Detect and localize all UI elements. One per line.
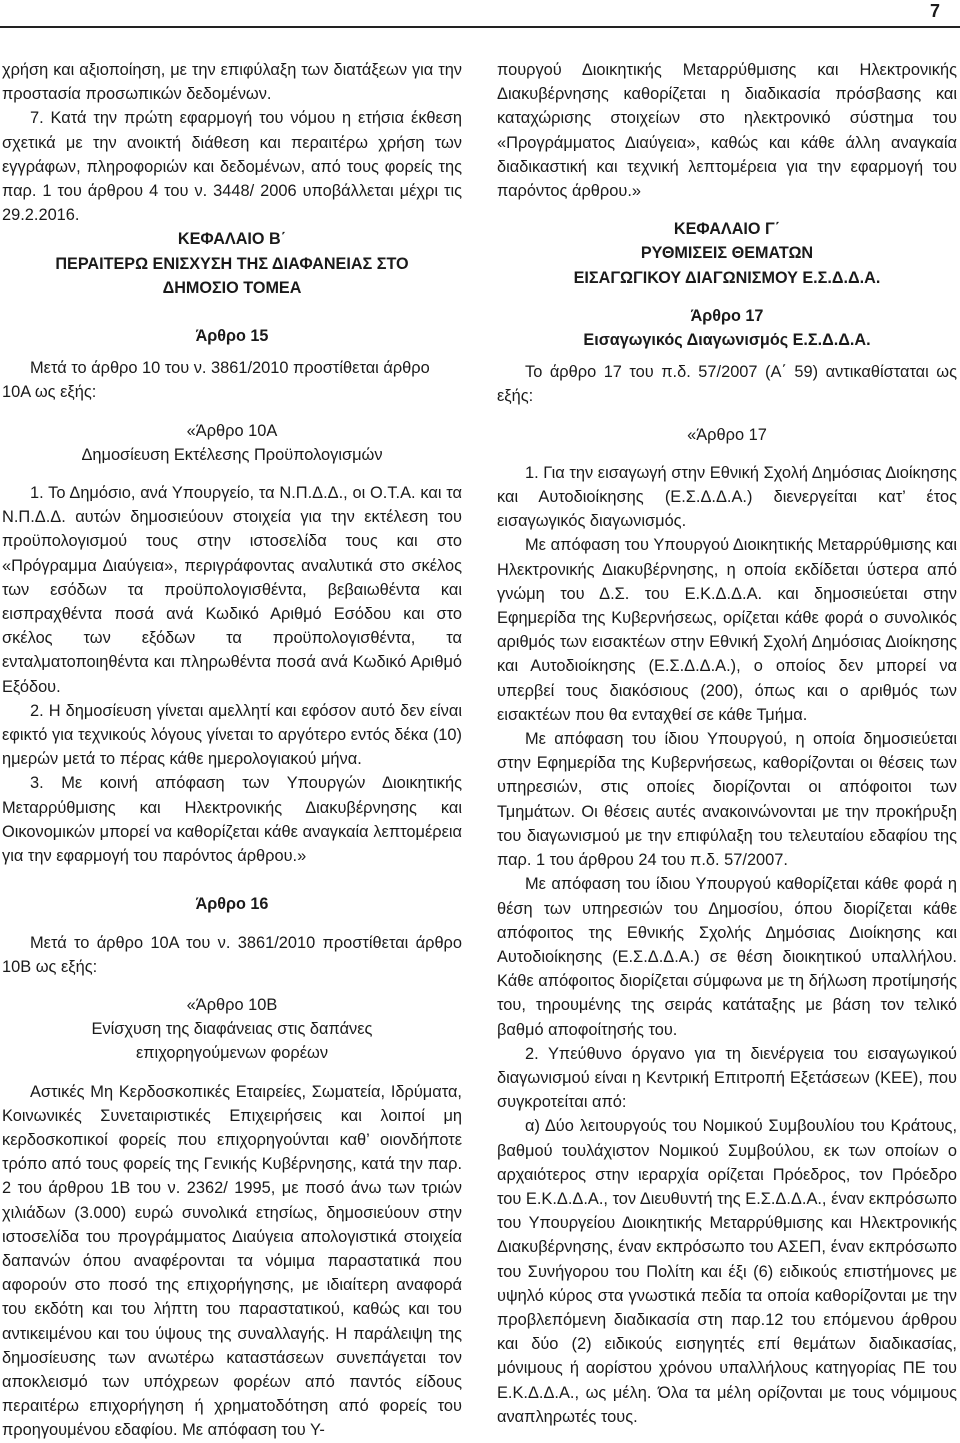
paragraph: Το άρθρο 17 του π.δ. 57/2007 (Α΄ 59) αντικαθίσταται ως εξής: (497, 363, 957, 406)
paragraph: Με απόφαση του ίδιου Υπουργού καθορίζεται κάθε φορά η θέση των υπηρεσιών του Δημοσίου, όπου διορίζεται κάθε απόφοιτος της Εθνικής Σχολής Δημόσιας Διοίκησης και Αυτοδιοίκησης (Ε.Σ.Δ.Δ.Α.) σε θέση διοικητικού υπαλλήλου. Κάθε απόφοιτος διορίζεται σύμφωνα με τη δήλωση προτίμησής του, τηρουμένης της σειράς κατάταξης με βάση τον τελικό βαθμό αποφοίτησής του. (497, 875, 957, 1039)
right-column (497, 58, 957, 1429)
article-quote-title: «Άρθρο 10Β (186, 995, 278, 1014)
header-rule (0, 26, 960, 28)
chapter-subtitle: ΡΥΘΜΙΣΕΙΣ ΘΕΜΑΤΩΝ (640, 244, 814, 263)
chapter-subtitle: ΠΕΡΑΙΤΕΡΩ ΕΝΙΣΧΥΣΗ ΤΗΣ ΔΙΑΦΑΝΕΙΑΣ ΣΤΟ (55, 254, 409, 273)
paragraph: Μετά το άρθρο 10 του ν. 3861/2010 προστίθεται άρθρο 10Α ως εξής: (2, 359, 430, 402)
paragraph: α) Δύο λειτουργούς του Νομικού Συμβουλίου του Κράτους, βαθμού τουλάχιστον Νομικού Συμβούλου, εκ των οποίων ο αρχαιότερος στην ιεραρχία ορίζεται Πρόεδρος, τον Πρόεδρο του Ε.Κ.Δ.Δ.Α., τον Διευθυντή της Ε.Σ.Δ.Δ.Α., έναν εκπρόσωπο του Υπουργείου Διοικητικής Μεταρρύθμισης και Ηλεκτρονικής Διακυβέρνησης, έναν εκπρόσωπο του ΑΣΕΠ, έναν εκπρόσωπο του Συνήγορου του Πολίτη και έξι (6) ειδικούς επιστήμονες με υψηλό κύρος στα γνωστικά πεδία τα οποία καθορίζονται με την προβλεπόμενη διαδικασία στη παρ.12 του επόμενου άρθρου και δύο (2) ειδικούς εισηγητές επί θεμάτων διαδικασίας, μόνιμους ή αορίστου χρόνου υπαλλήλους κατηγορίας ΠΕ του Ε.Κ.Δ.Δ.Α., ως μέλη. Όλα τα μέλη ορίζονται με τους νόμιμους αναπληρωτές τους. (497, 1117, 957, 1426)
page-number: 7 (929, 1, 940, 21)
paragraph: πουργού Διοικητικής Μεταρρύθμισης και Ηλεκτρονικής Διακυβέρνησης καθορίζεται η διαδικασία πρόσβασης και καταχώρισης στοιχείων στο ηλεκτρονικό σύστημα του «Προγράμματος Διαύγεια», καθώς και κάθε άλλη αναγκαία διαδικαστική και τεχνική λεπτομέρεια για την εφαρμογή του παρόντος άρθρου.» (497, 61, 957, 201)
paragraph: 2. Υπεύθυνο όργανο για τη διενέργεια του εισαγωγικού διαγωνισμού είναι η Κεντρική Επιτροπή Εξετάσεων (ΚΕΕ), που συγκροτείται από: (497, 1044, 957, 1112)
chapter-title: ΚΕΦΑΛΑΙΟ Β΄ (177, 230, 287, 249)
chapter-subtitle: ΔΗΜΟΣΙΟ ΤΟΜΕΑ (162, 278, 302, 297)
article-title: Άρθρο 15 (195, 327, 269, 346)
article-quote-subtitle: Ενίσχυση της διαφάνειας στις δαπάνες (91, 1020, 373, 1039)
paragraph: Μετά το άρθρο 10Α του ν. 3861/2010 προστίθεται άρθρο 10Β ως εξής: (2, 933, 462, 976)
paragraph: 1. Το Δημόσιο, ανά Υπουργείο, τα Ν.Π.Δ.Δ., οι Ο.Τ.Α. και τα Ν.Π.Δ.Δ. αυτών δημοσιεύουν στοιχεία για την εκτέλεση του προϋπολογισμού τους στην ιστοσελίδα τους και στο «Πρόγραμμα Διαύγεια», περιγράφοντας αναλυτικά στο σκέλος των εσόδων τα προϋπολογισθέντα, βεβαιωθέντα και εισπραχθέντα ποσά ανά Κωδικό Αριθμό Εσόδου και στο σκέλος των εξόδων τα προϋπολογισθέντα, τα ενταλματοποιηθέντα και πληρωθέντα ποσά ανά Κωδικό Αριθμό Εξόδου. (2, 484, 462, 696)
paragraph: Με απόφαση του ίδιου Υπουργού, η οποία δημοσιεύεται στην Εφημερίδα της Κυβερνήσεως, καθορίζονται οι θέσεις των υπηρεσιών, στις οποίες διορίζονται οι απόφοιτοι των Τμημάτων. Οι θέσεις αυτές ανακοινώνονται με την προκήρυξη του διαγωνισμού με την επιφύλαξη του τελευταίου εδαφίου της παρ. 1 του άρθρου 24 του π.δ. 57/2007. (497, 730, 957, 870)
article-title: Άρθρο 16 (195, 895, 269, 914)
article-title: Άρθρο 17 (690, 306, 764, 325)
chapter-subtitle: ΕΙΣΑΓΩΓΙΚΟΥ ΔΙΑΓΩΝΙΣΜΟΥ Ε.Σ.Δ.Δ.Α. (573, 268, 881, 287)
left-column (2, 58, 462, 1443)
paragraph: 7. Κατά την πρώτη εφαρμογή του νόμου η ετήσια έκθεση σχετικά με την ανοικτή διάθεση και περαιτέρω χρήση των εγγράφων, πληροφοριών και δεδομένων, από τους φορείς της παρ. 1 του άρθρου 4 του ν. 3448/ 2006 υποβάλλεται μέχρι τις 29.2.2016. (2, 109, 462, 225)
paragraph: Με απόφαση του Υπουργού Διοικητικής Μεταρρύθμισης και Ηλεκτρονικής Διακυβέρνησης, η οποία εκδίδεται ύστερα από γνώμη του Δ.Σ. του Ε.Κ.Δ.Δ.Α. και δημοσιεύεται στην Εφημερίδα της Κυβερνήσεως, ορίζεται κάθε φορά ο συνολικός αριθμός των εισακτέων στην Εθνική Σχολή Δημόσιας Διοίκησης και Αυτοδιοίκησης (Ε.Σ.Δ.Δ.Α.), ο οποίος δεν μπορεί να υπερβεί τους διακόσιους (200), όπως και ο αριθμός των εισακτέων που θα ενταχθεί σε κάθε Τμήμα. (497, 536, 957, 724)
paragraph: 1. Για την εισαγωγή στην Εθνική Σχολή Δημόσιας Διοίκησης και Αυτοδιοίκησης (Ε.Σ.Δ.Δ.Α.) διενεργείται κατ’ έτος εισαγωγικός διαγωνισμός. (497, 463, 957, 531)
paragraph: 2. Η δημοσίευση γίνεται αμελλητί και εφόσον αυτό δεν είναι εφικτό για τεχνικούς λόγους γίνεται το αργότερο εντός δέκα (10) ημερών μετά το πέρας κάθε ημερολογιακού μήνα. (2, 701, 462, 769)
article-quote-title: «Άρθρο 17 (687, 425, 767, 444)
article-quote-subtitle: Δημοσίευση Εκτέλεσης Προϋπολογισμών (81, 445, 383, 464)
paragraph: Αστικές Μη Κερδοσκοπικές Εταιρείες, Σωματεία, Ιδρύματα, Κοινωνικές Συνεταιριστικές Επιχειρήσεις και λοιποί μη κερδοσκοπικοί φορείς που επιχορηγούνται καθ’ οιονδήποτε τρόπο από τους φορείς της Γενικής Κυβέρνησης, κατά την παρ. 2 του άρθρου 1Β του ν. 2362/ 1995, με ποσό άνω των τριών χιλιάδων (3.000) ευρώ συνολικά ετησίως, δημοσιεύουν στην ιστοσελίδα του προγράμματος Διαύγεια απολογιστικά στοιχεία δαπανών όπου αναφέρονται τα νόμιμα παραστατικά που αφορούν στο ποσό της επιχορήγησης, με ιδιαίτερη αναφορά του εκδότη και του λήπτη του παραστατικού, καθώς και του αντικειμένου και του ύψους της συναλλαγής. Η παράλειψη της δημοσίευσης των ανωτέρω καταστάσεων συνεπάγεται τον αποκλεισμό των υπόχρεων φορέων από παντός είδους περαιτέρω επιχορήγηση ή χρηματοδότηση από φορείς του προηγουμένου εδαφίου. Με απόφαση του Υ- (2, 1082, 462, 1440)
article-subtitle: Εισαγωγικός Διαγωνισμός Ε.Σ.Δ.Δ.Α. (583, 331, 871, 350)
article-quote-subtitle: επιχορηγούμενων φορέων (135, 1044, 329, 1063)
paragraph: χρήση και αξιοποίηση, με την επιφύλαξη των διατάξεων για την προστασία προσωπικών δεδομένων. (2, 61, 462, 104)
paragraph: 3. Με κοινή απόφαση των Υπουργών Διοικητικής Μεταρρύθμισης και Ηλεκτρονικής Διακυβέρνησης και Οικονομικών μπορεί να καθορίζεται κάθε αναγκαία λεπτομέρεια για την εφαρμογή του παρόντος άρθρου.» (2, 774, 462, 866)
chapter-title: ΚΕΦΑΛΑΙΟ Γ΄ (673, 220, 781, 239)
article-quote-title: «Άρθρο 10Α (186, 421, 278, 440)
